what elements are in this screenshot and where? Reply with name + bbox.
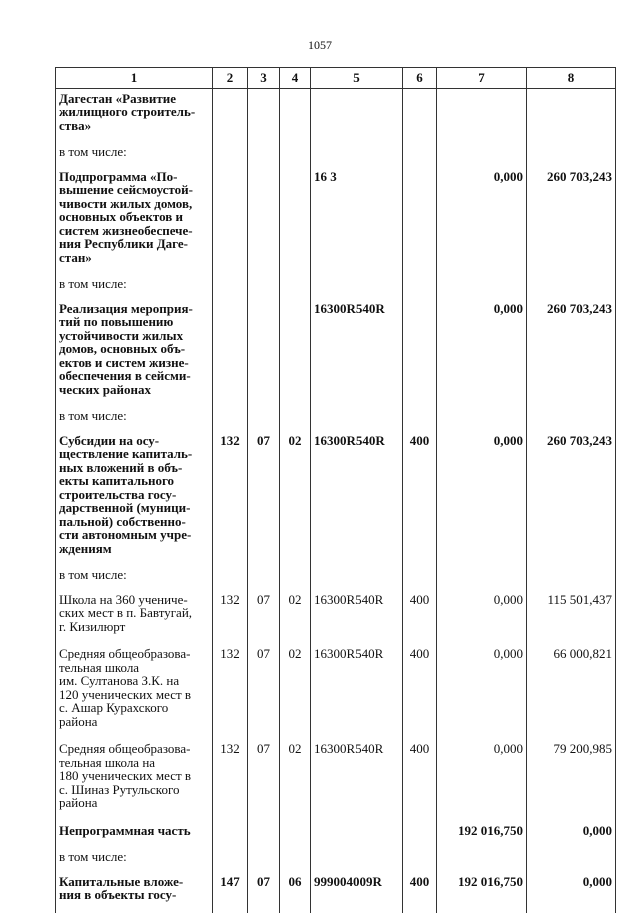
- amount-cell: 0,000: [437, 299, 527, 408]
- subsection-code-cell: [280, 299, 311, 408]
- amount-cell: 79 200,985: [527, 739, 616, 821]
- target-article-cell: [311, 821, 403, 849]
- table-row: [56, 821, 616, 849]
- subsection-code-cell: 07: [248, 872, 280, 913]
- section-code-cell: [213, 821, 248, 849]
- amount-cell: [437, 88, 527, 143]
- amount-cell: 260 703,243: [527, 167, 616, 276]
- header-col-6: 6: [403, 68, 437, 89]
- subsection-code-cell: [280, 407, 311, 431]
- row-name-cell: в том числе:: [56, 566, 213, 590]
- table-row: [56, 739, 616, 821]
- header-col-7: 7: [437, 68, 527, 89]
- row-name-cell: Непрограммная часть: [56, 821, 213, 849]
- header-col-5: 5: [311, 68, 403, 89]
- section-code-cell: [213, 848, 248, 872]
- header-col-3: 3: [248, 68, 280, 89]
- table-row: [56, 431, 616, 567]
- subsection-code-cell: [248, 275, 280, 299]
- expense-type-cell: [403, 821, 437, 849]
- amount-cell: [437, 566, 527, 590]
- page-number: 1057: [308, 38, 332, 52]
- expense-type-cell: 400: [403, 739, 437, 821]
- expense-type-cell: 400: [403, 431, 437, 567]
- target-article-cell: [311, 848, 403, 872]
- target-article-cell: [311, 275, 403, 299]
- expense-type-cell: 400: [403, 590, 437, 645]
- subsection-code-cell: [280, 88, 311, 143]
- subsection-code-cell: [248, 299, 280, 408]
- subsection-code-cell: [280, 848, 311, 872]
- subsection-code-cell: [280, 143, 311, 167]
- row-name-cell: в том числе:: [56, 407, 213, 431]
- amount-cell: 0,000: [437, 590, 527, 645]
- section-code-cell: [213, 167, 248, 276]
- target-article-cell: 16300R540R: [311, 299, 403, 408]
- table-row: [56, 88, 616, 143]
- expense-type-cell: [403, 143, 437, 167]
- target-article-cell: [311, 566, 403, 590]
- amount-cell: 0,000: [437, 167, 527, 276]
- header-col-8: 8: [527, 68, 616, 89]
- subsection-code-cell: 06: [280, 872, 311, 913]
- section-code-cell: [213, 566, 248, 590]
- amount-cell: 192 016,750: [437, 821, 527, 849]
- section-code-cell: [213, 407, 248, 431]
- subsection-code-cell: [248, 821, 280, 849]
- section-code-cell: 147: [213, 872, 248, 913]
- target-article-cell: 16300R540R: [311, 431, 403, 567]
- amount-cell: [527, 407, 616, 431]
- amount-cell: [437, 275, 527, 299]
- expense-type-cell: 400: [403, 644, 437, 739]
- section-code-cell: [213, 299, 248, 408]
- header-col-2: 2: [213, 68, 248, 89]
- row-name-cell: в том числе:: [56, 143, 213, 167]
- amount-cell: 0,000: [527, 821, 616, 849]
- subsection-code-cell: [248, 407, 280, 431]
- amount-cell: [527, 88, 616, 143]
- expense-type-cell: [403, 167, 437, 276]
- target-article-cell: 999004009R: [311, 872, 403, 913]
- table-body: [56, 88, 616, 913]
- header-col-4: 4: [280, 68, 311, 89]
- row-name-cell: Реализация мероприя- тий по повышению устойчивости жилых домов, основных объ- ектов и систем жизне- обеспечения в сейсми- ческих районах: [56, 299, 213, 408]
- subsection-code-cell: 02: [280, 739, 311, 821]
- amount-cell: 0,000: [527, 872, 616, 913]
- expense-type-cell: [403, 275, 437, 299]
- section-code-cell: [213, 143, 248, 167]
- row-name-cell: Субсидии на осу- ществление капиталь- ных вложений в объ- екты капитального строительства госу- дарственной (муници- пальной) собственно- сти автономным учре- ждениям: [56, 431, 213, 567]
- subsection-code-cell: 02: [280, 590, 311, 645]
- expense-type-cell: [403, 566, 437, 590]
- table-row: [56, 566, 616, 590]
- subsection-code-cell: [248, 566, 280, 590]
- amount-cell: [437, 407, 527, 431]
- budget-table: [55, 67, 616, 913]
- row-name-cell: Средняя общеобразова- тельная школа на 180 ученических мест в с. Шиназ Рутульского района: [56, 739, 213, 821]
- table-row: [56, 275, 616, 299]
- subsection-code-cell: [280, 566, 311, 590]
- row-name-cell: Средняя общеобразова- тельная школа им. Султанова З.К. на 120 ученических мест в с. Ашар Курахского района: [56, 644, 213, 739]
- amount-cell: 66 000,821: [527, 644, 616, 739]
- amount-cell: 0,000: [437, 644, 527, 739]
- section-code-cell: 132: [213, 644, 248, 739]
- target-article-cell: 16300R540R: [311, 590, 403, 645]
- amount-cell: [527, 566, 616, 590]
- expense-type-cell: [403, 299, 437, 408]
- expense-type-cell: 400: [403, 872, 437, 913]
- amount-cell: [527, 848, 616, 872]
- amount-cell: 0,000: [437, 431, 527, 567]
- subsection-code-cell: 07: [248, 431, 280, 567]
- subsection-code-cell: 02: [280, 431, 311, 567]
- row-name-cell: Дагестан «Развитие жилищного строитель- ства»: [56, 88, 213, 143]
- subsection-code-cell: [280, 167, 311, 276]
- subsection-code-cell: [248, 848, 280, 872]
- target-article-cell: 16300R540R: [311, 739, 403, 821]
- amount-cell: 192 016,750: [437, 872, 527, 913]
- table-row: [56, 143, 616, 167]
- subsection-code-cell: 07: [248, 739, 280, 821]
- section-code-cell: [213, 275, 248, 299]
- section-code-cell: [213, 88, 248, 143]
- expense-type-cell: [403, 848, 437, 872]
- table-row: [56, 167, 616, 276]
- header-col-1: 1: [56, 68, 213, 89]
- target-article-cell: [311, 407, 403, 431]
- subsection-code-cell: 07: [248, 644, 280, 739]
- row-name-cell: в том числе:: [56, 848, 213, 872]
- table-row: [56, 299, 616, 408]
- section-code-cell: 132: [213, 590, 248, 645]
- subsection-code-cell: [248, 167, 280, 276]
- expense-type-cell: [403, 88, 437, 143]
- amount-cell: 260 703,243: [527, 431, 616, 567]
- target-article-cell: 16300R540R: [311, 644, 403, 739]
- table-row: [56, 848, 616, 872]
- amount-cell: 0,000: [437, 739, 527, 821]
- table-row: [56, 872, 616, 913]
- amount-cell: [437, 143, 527, 167]
- subsection-code-cell: [248, 88, 280, 143]
- amount-cell: [437, 848, 527, 872]
- subsection-code-cell: [280, 275, 311, 299]
- subsection-code-cell: 02: [280, 644, 311, 739]
- row-name-cell: в том числе:: [56, 275, 213, 299]
- amount-cell: [527, 143, 616, 167]
- subsection-code-cell: [280, 821, 311, 849]
- amount-cell: 260 703,243: [527, 299, 616, 408]
- amount-cell: [527, 275, 616, 299]
- expense-type-cell: [403, 407, 437, 431]
- row-name-cell: Подпрограмма «По- вышение сейсмоустой- чивости жилых домов, основных объектов и систем жизнеобеспече- ния Республики Даге- стан»: [56, 167, 213, 276]
- row-name-cell: Капитальные вложе- ния в объекты госу-: [56, 872, 213, 913]
- table-row: [56, 407, 616, 431]
- table-header: [56, 68, 616, 89]
- row-name-cell: Школа на 360 учениче- ских мест в п. Бавтугай, г. Кизилюрт: [56, 590, 213, 645]
- target-article-cell: [311, 143, 403, 167]
- header-row: [56, 68, 616, 89]
- target-article-cell: 16 3: [311, 167, 403, 276]
- subsection-code-cell: [248, 143, 280, 167]
- target-article-cell: [311, 88, 403, 143]
- section-code-cell: 132: [213, 431, 248, 567]
- subsection-code-cell: 07: [248, 590, 280, 645]
- amount-cell: 115 501,437: [527, 590, 616, 645]
- table-row: [56, 644, 616, 739]
- section-code-cell: 132: [213, 739, 248, 821]
- table-row: [56, 590, 616, 645]
